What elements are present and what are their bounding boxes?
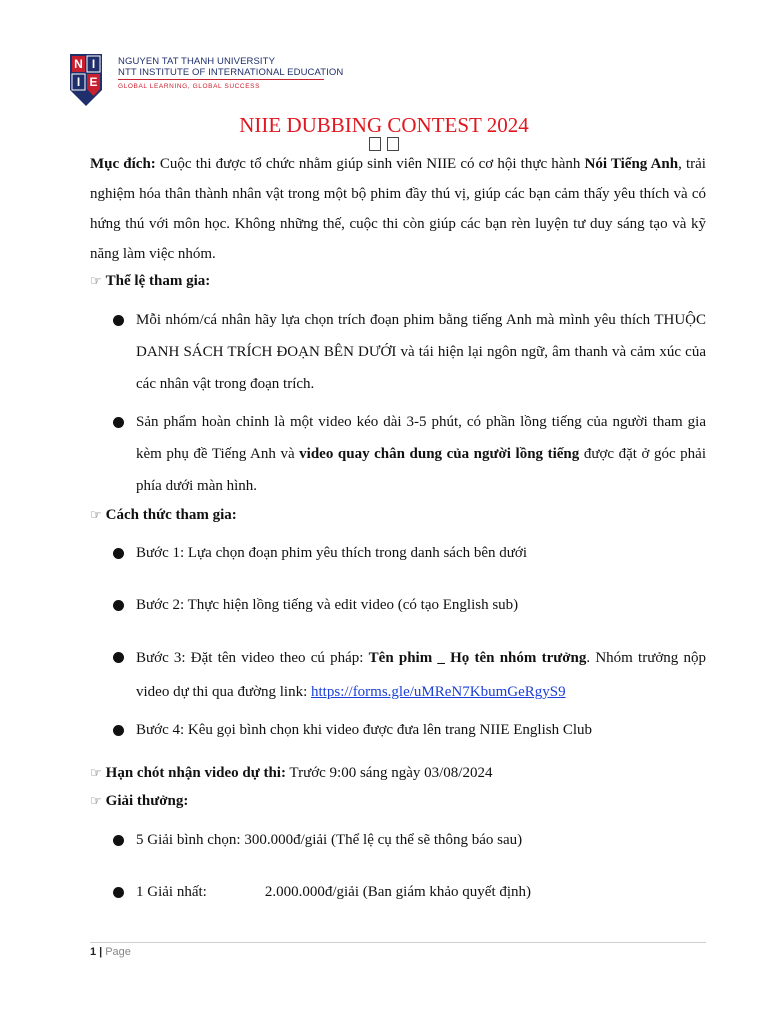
logo-letter-e: E: [89, 75, 98, 89]
how-heading: [90, 504, 237, 527]
bullet-dot-icon: [113, 725, 124, 736]
purpose-paragraph: [90, 149, 706, 269]
deadline-value: Trước 9:00 sáng ngày 03/08/2024: [285, 765, 493, 781]
purpose-text-c: , trải nghiệm hóa thân thành nhân vật trong một bộ phim đầy thú vị, giúp các bạn cảm thấy yêu thích và có hứng thú với môn học. Không những thế, cuộc thi còn giúp các bạn rèn luyện tư duy sáng tạo và kỹ năng làm việc nhóm.: [90, 156, 706, 262]
rules-heading-text: Thể lệ tham gia:: [105, 273, 211, 289]
logo-letter-n: N: [74, 57, 83, 71]
bullet-dot-icon: [113, 548, 124, 559]
submission-form-link[interactable]: https://forms.gle/uMReN7KbumGeRgyS9: [311, 684, 566, 700]
purpose-bold: Nói Tiếng Anh: [584, 156, 679, 172]
niie-logo-icon: [68, 52, 104, 108]
org-slogan: GLOBAL LEARNING, GLOBAL SUCCESS: [118, 79, 324, 93]
pointing-hand-icon: ☞: [90, 274, 102, 289]
page-number: 1: [90, 946, 97, 958]
prize-2-text: [136, 876, 706, 908]
deadline-line: [90, 762, 492, 785]
prize-2: [113, 876, 706, 908]
deadline-label: Hạn chót nhận video dự thi:: [105, 765, 286, 781]
prizes-heading: [90, 790, 188, 813]
purpose-text-a: Cuộc thi được tổ chức nhằm giúp sinh viên NIIE có cơ hội thực hành: [155, 156, 585, 172]
footer-separator: |: [99, 946, 103, 958]
step-3-bold: Tên phim _ Họ tên nhóm trưởng: [368, 650, 587, 666]
page-footer: [90, 945, 131, 959]
pointing-hand-icon: ☞: [90, 794, 102, 809]
prize-2-label: 1 Giải nhất:: [136, 884, 207, 900]
step-3: [113, 641, 706, 709]
rules-bullet-2-bold: video quay chân dung của người lồng tiếng: [299, 446, 580, 462]
how-heading-text: Cách thức tham gia:: [105, 507, 237, 523]
step-1-text: Bước 1: Lựa chọn đoạn phim yêu thích trong danh sách bên dưới: [136, 545, 528, 561]
step-4-text: Bước 4: Kêu gọi bình chọn khi video được đưa lên trang NIIE English Club: [136, 722, 593, 738]
step-1: [113, 537, 706, 569]
step-2-text: Bước 2: Thực hiện lồng tiếng và edit video (có tạo English sub): [136, 597, 519, 613]
prizes-heading-text: Giải thưởng:: [105, 793, 189, 809]
pointing-hand-icon: ☞: [90, 766, 102, 781]
bullet-dot-icon: [113, 887, 124, 898]
rules-heading: [90, 270, 210, 293]
rules-bullet-1-text: Mỗi nhóm/cá nhân hãy lựa chọn trích đoạn phim bằng tiếng Anh mà mình yêu thích THUỘC DANH SÁCH TRÍCH ĐOẠN BÊN DƯỚI và tái hiện lại ngôn ngữ, âm thanh và cảm xúc của các nhân vật trong đoạn trích.: [136, 312, 706, 392]
bullet-dot-icon: [113, 315, 124, 326]
rules-bullet-2: [113, 406, 706, 502]
rules-bullet-2-text: Sản phẩm hoàn chỉnh là một video kéo dài 3-5 phút, có phần lồng tiếng của người tham gia kèm phụ đề Tiếng Anh và video quay chân dung của người lồng tiếng được đặt ở góc phải phía dưới màn hình.: [136, 414, 706, 494]
rules-bullet-1: [113, 304, 706, 400]
prize-2-value: 2.000.000đ/giải (Ban giám khảo quyết định): [264, 884, 532, 900]
page-title: NIIE DUBBING CONTEST 2024: [239, 113, 529, 137]
pointing-hand-icon: ☞: [90, 508, 102, 523]
purpose-label: Mục đích:: [90, 156, 156, 172]
organization-name: [118, 56, 343, 93]
step-3-text: Bước 3: Đặt tên video theo cú pháp: Tên phim _ Họ tên nhóm trưởng. Nhóm trưởng nộp video dự thi qua đường link: https://forms.gle/uMReN7KbumGeRgyS9: [136, 650, 706, 700]
logo-letter-i2: I: [76, 75, 81, 89]
bullet-dot-icon: [113, 652, 124, 663]
org-line-university: NGUYEN TAT THANH UNIVERSITY: [118, 56, 276, 67]
prize-1: [113, 824, 706, 856]
logo-letter-i1: I: [91, 57, 96, 71]
prize-1-text: 5 Giải bình chọn: 300.000đ/giải (Thể lệ cụ thể sẽ thông báo sau): [136, 832, 523, 848]
page-word: Page: [105, 946, 131, 958]
footer-divider: [90, 942, 706, 943]
org-line-institute: NTT INSTITUTE OF INTERNATIONAL EDUCATION: [118, 67, 344, 78]
bullet-dot-icon: [113, 417, 124, 428]
bullet-dot-icon: [113, 600, 124, 611]
step-4: [113, 714, 706, 746]
step-2: [113, 589, 706, 621]
bullet-dot-icon: [113, 835, 124, 846]
